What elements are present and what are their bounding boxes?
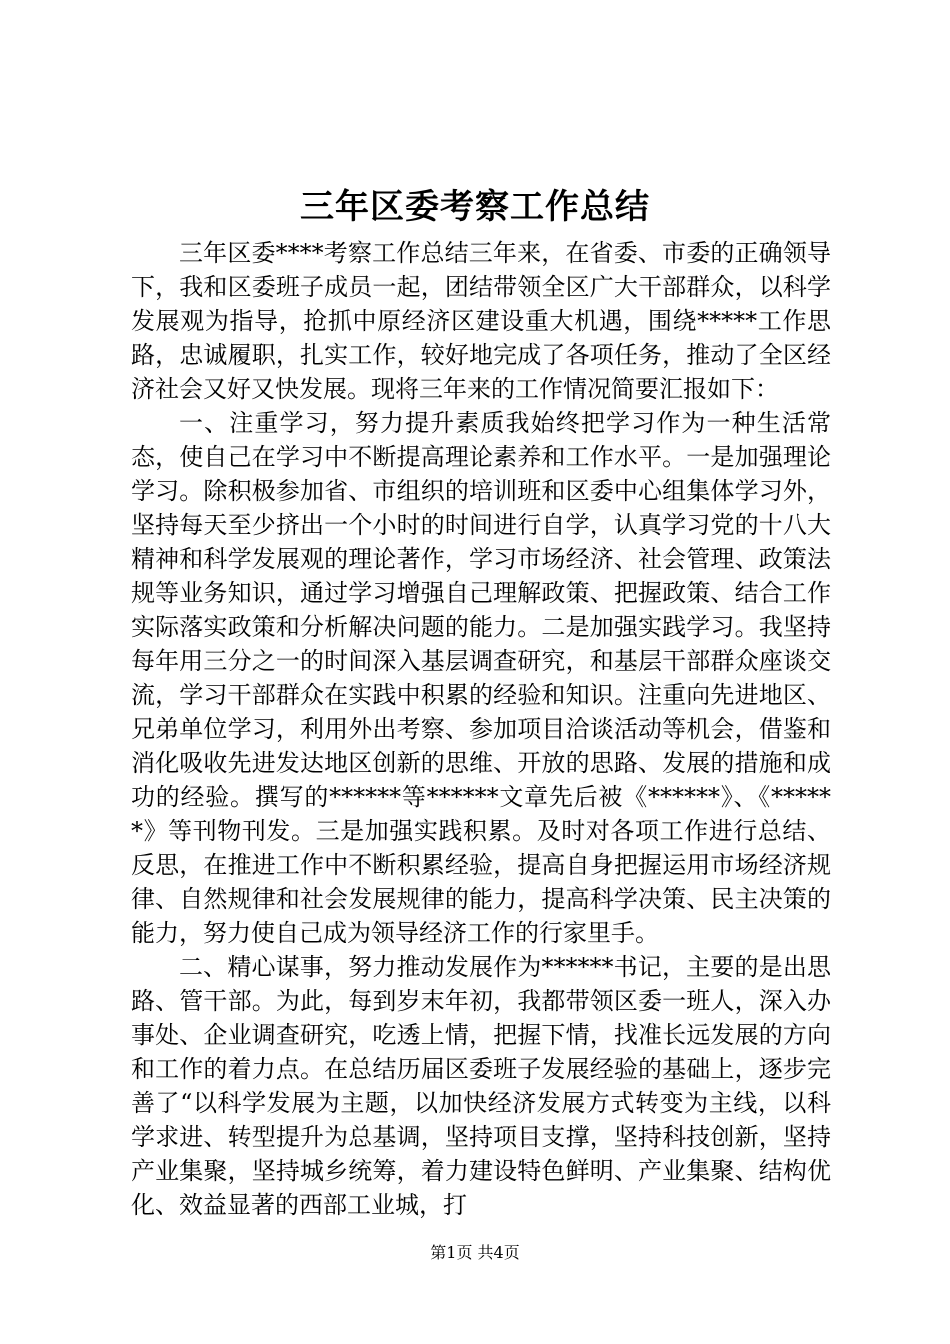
page-footer: 第1页 共4页 <box>430 1243 520 1262</box>
document-title: 三年区委考察工作总结 <box>300 187 650 227</box>
paragraph-intro: 三年区委****考察工作总结三年来，在省委、市委的正确领导下，我和区委班子成员一起，团结带领全区广大干部群众，以科学发展观为指导，抢抓中原经济区建设重大机遇，围绕*****工作思路，忠诚履职，扎实工作，较好地完成了各项任务，推动了全区经济社会又好又快发展。现将三年来的工作情况简要汇报如下： <box>131 239 831 403</box>
document-body <box>131 236 831 1222</box>
paragraph-section-one: 一、注重学习，努力提升素质我始终把学习作为一种生活常态，使自己在学习中不断提高理论素养和工作水平。一是加强理论学习。除积极参加省、市组织的培训班和区委中心组集体学习外，坚持每天至少挤出一个小时的时间进行自学，认真学习党的十八大精神和科学发展观的理论著作，学习市场经济、社会管理、政策法规等业务知识，通过学习增强自己理解政策、把握政策、结合工作实际落实政策和分析解决问题的能力。二是加强实践学习。我坚持每年用三分之一的时间深入基层调查研究，和基层干部群众座谈交流，学习干部群众在实践中积累的经验和知识。注重向先进地区、兄弟单位学习，利用外出考察、参加项目洽谈活动等机会，借鉴和消化吸收先进发达地区创新的思维、开放的思路、发展的措施和成功的经验。撰写的******等******文章先后被《******》、《******》等刊物刊发。三是加强实践积累。及时对各项工作进行总结、反思，在推进工作中不断积累经验，提高自身把握运用市场经济规律、自然规律和社会发展规律的能力，提高科学决策、民主决策的能力，努力使自己成为领导经济工作的行家里手。 <box>131 409 831 947</box>
paragraph-section-two: 二、精心谋事，努力推动发展作为******书记，主要的是出思路、管干部。为此，每到岁末年初，我都带领区委一班人，深入办事处、企业调查研究，吃透上情，把握下情，找准长远发展的方向和工作的着力点。在总结历届区委班子发展经验的基础上，逐步完善了“以科学发展为主题，以加快经济发展方式转变为主线，以科学求进、转型提升为总基调，坚持项目支撑，坚持科技创新，坚持产业集聚，坚持城乡统筹，着力建设特色鲜明、产业集聚、结构优化、效益显著的西部工业城，打 <box>131 953 831 1219</box>
